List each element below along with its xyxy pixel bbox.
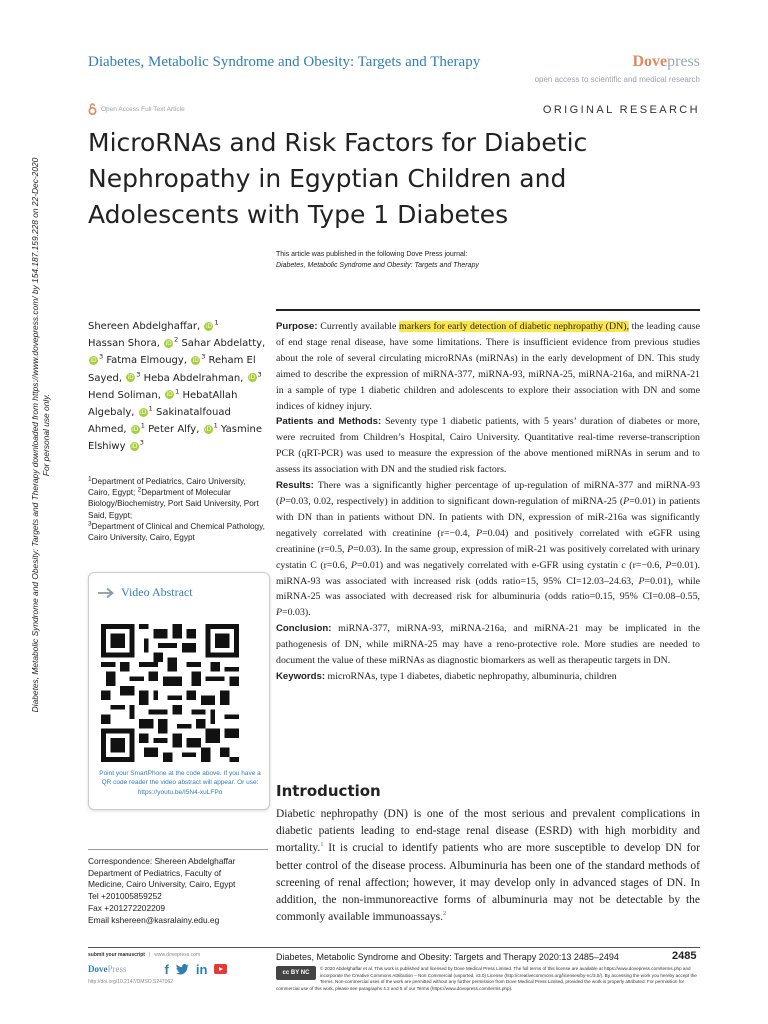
results-text: =0.03). In the same group, expression of miR-21 was positively correlated with urinary cystatin C (r=0.6, [276, 543, 700, 571]
results-label: Results: [276, 480, 314, 492]
license-statement: © 2020 Abdelghaffar et al. This work is published and licensed by Dove Medical Press Limited. The full terms of this license are available at https://www.dovepress.com/terms.php and incorporate the Creative Commons Attribution – Non Commercial (unported, v3.0) License (http://creativecommons.org/licenses/by-nc/3.0/). By accessing the work you hereby accept the Terms. Non-commercial uses of the work are permitted without any further permission from Dove Medical Press Limited, provided the work is properly attributed. For permission for commercial use of this work, please see paragraphs 4.2 and 5 of our Terms (https://www.dovepress.com/terms.php). [276, 966, 697, 991]
purpose-text-post: the leading cause of end stage renal disease, have some limitations. There is insufficient evidence from previous studies about the role of several circulating microRNAs (miRNAs) in the early development of DN. This study aimed to describe the expression of miRNA-377, miRNA-93, miRNA-25, miRNA-216a, and miRNA-21 in a sample of type 1 diabetic children and adolescents to explore their association with DN and some indices of kidney injury. [276, 321, 701, 412]
affiliation-1: Department of Pediatrics, Cairo University, Cairo, Egypt; [88, 477, 246, 498]
results-text: =0.04) and positively correlated with eGFR using creatinine (r=0.5, [276, 527, 700, 555]
author[interactable]: Fatma Elmougy, [106, 355, 187, 367]
corr-line: Correspondence: Shereen Abdelghaffar [88, 856, 236, 866]
author-list [88, 318, 268, 456]
orcid-icon[interactable]: iD [166, 391, 173, 399]
orcid-icon[interactable]: iD [192, 356, 199, 364]
submit-url[interactable]: www.dovepress.com [154, 952, 201, 958]
open-access-icon [88, 103, 97, 115]
pub-note-journal [276, 261, 479, 272]
author-affil-sup: 3 [201, 353, 206, 362]
results-text: =0.01) and was negatively correlated with e-GFR using cystatin c (r=−0.6, [356, 559, 666, 571]
video-abstract-caption [99, 769, 261, 797]
publication-note [276, 250, 479, 271]
results-text: There was a significantly higher percentage of up-regulation of miRNA-377 and miRNA-93 ( [276, 480, 701, 507]
corr-fax: Fax +201272202209 [88, 902, 166, 913]
conclusion-text: miRNA-377, miRNA-93, miRNA-216a, and miRNA-21 may be implicated in the pathogenesis of DN, while miRNA-25 may have a reno-protective role. More studies are needed to document the value of these miRNAs as diagnostic biomarkers as well as therapeutic targets in DN. [276, 623, 701, 667]
methods-label: Patients and Methods: [276, 416, 382, 428]
reference-link[interactable]: 2 [443, 910, 447, 918]
side-note-line2: For personal use only. [40, 393, 51, 477]
footer-brand-row [88, 961, 268, 977]
video-caption-text: Point your SmartPhone at the code above. If you have a QR code reader the video abstract will appear. Or use: [99, 770, 261, 787]
footer-brand-sub: Press [107, 964, 127, 974]
results-text: =0.03, 0.02, respectively) in addition to significant down-regulation of miRNA-25 ( [285, 495, 624, 507]
side-note-line1: Diabetes, Metabolic Syndrome and Obesity: Targets and Therapy downloaded from https://www.dovepress.com/ by 154.187.159.228 on 22-Dec-2020 [30, 157, 40, 713]
author-affil-sup: 1 [214, 318, 219, 327]
conclusion-label: Conclusion: [276, 623, 332, 635]
page-number: 2485 [672, 950, 697, 962]
article-type: ORIGINAL RESEARCH [542, 104, 700, 116]
open-access-label: Open Access Full Text Article [101, 105, 185, 113]
dovepress-logo[interactable] [632, 53, 700, 71]
introduction-heading: Introduction [276, 782, 381, 800]
abstract-methods [276, 414, 700, 478]
video-abstract-link[interactable]: https://youtu.be/I5N4-xuLFPo [137, 788, 223, 796]
results-text: =0.03). [282, 607, 311, 619]
author-affil-sup: 1 [140, 421, 145, 430]
affil-sup: 3 [88, 520, 92, 528]
orcid-icon[interactable]: iD [132, 425, 139, 433]
affiliation-3: Department of Clinical and Chemical Pathology, Cairo University, Cairo, Egypt [88, 521, 265, 543]
corr-line: Department of Pediatrics, Faculty of [88, 867, 222, 878]
correspondence-rule [88, 849, 268, 850]
author-affil-sup: 1 [175, 387, 180, 396]
author[interactable]: Hend Soliman, [88, 389, 161, 401]
introduction-text [276, 806, 700, 926]
social-links [165, 962, 228, 977]
abstract-purpose [276, 319, 700, 414]
affil-sup: 1 [88, 475, 92, 483]
author[interactable]: Yasmine Elshiwy [88, 424, 262, 453]
orcid-icon[interactable]: iD [165, 339, 172, 347]
footer-left [88, 952, 268, 985]
affiliations [88, 476, 268, 543]
methods-text: Seventy type 1 diabetic patients, with 5 years’ duration of diabetes or more, were recruited from Children’s Hospital, Cairo University. Quantitative real-time reverse-transcription PCR (qRT-PCR) was used to measure the expression of the above mentioned miRNAs in serum and to assess its association with DN and the studied risk factors. [276, 416, 701, 476]
author[interactable]: Peter Alfy, [148, 424, 200, 436]
p-symbol: P [623, 495, 630, 507]
orcid-icon[interactable]: iD [140, 408, 147, 416]
orcid-icon[interactable]: iD [205, 322, 212, 330]
abstract [276, 319, 700, 685]
pub-note-line1: This article was published in the following Dove Press journal: [276, 251, 468, 258]
p-symbol: P [276, 607, 283, 619]
corr-email[interactable]: Email kshereen@kasralainy.edu.eg [88, 914, 220, 925]
results-text: =0.01). miRNA-93 was associated with increased risk (odds ratio=15, 95% CI=12.03–24.63, [276, 559, 700, 587]
p-symbol: P [347, 543, 354, 555]
p-symbol: P [665, 559, 672, 571]
corr-line: Medicine, Cairo University, Cairo, Egypt [88, 879, 236, 890]
author[interactable]: Hassan Shora, [88, 338, 160, 350]
youtube-icon[interactable] [214, 964, 227, 974]
results-text: =0.01), while miRNA-25 was associated with decreased risk for albuminuria (odds ratio=0.15, 95% CI=0.08–0.55, [276, 575, 701, 603]
abstract-keywords [276, 669, 700, 685]
intro-paragraph: Diabetic nephropathy (DN) is one of the most serious and prevalent complications in diabetic patients leading to end-stage renal disease (ESRD) with high morbidity and mortality. [276, 808, 700, 855]
author[interactable]: Sahar Abdelatty, [181, 338, 266, 350]
abstract-conclusion [276, 621, 700, 669]
author-affil-sup: 2 [174, 335, 179, 344]
author[interactable]: Heba Abdelrahman, [143, 372, 244, 384]
footer-dovepress-logo[interactable] [88, 964, 127, 974]
results-text: =0.01) in patients with DN than in patients without DN. In patients with DN, expression of miR-216a was significantly negatively correlated with creatinine (r=−0.4, [276, 495, 700, 539]
brand-main: Dove [632, 53, 668, 70]
p-symbol: P [350, 559, 357, 571]
linkedin-icon[interactable]: in [195, 961, 208, 977]
facebook-icon[interactable]: f [164, 961, 169, 977]
abstract-top-rule [276, 309, 700, 311]
correspondence [88, 856, 268, 926]
footer-brand-main: Dove [88, 964, 108, 974]
article-title: MicroRNAs and Risk Factors for Diabetic Nephropathy in Egyptian Children and Adolescents with Type 1 Diabetes [88, 128, 588, 229]
video-abstract-header[interactable] [97, 585, 193, 600]
keywords-label: Keywords: [276, 670, 326, 682]
submit-manuscript[interactable]: submit your manuscript | www.dovepress.com [88, 952, 201, 958]
purpose-label: Purpose: [276, 321, 318, 332]
p-symbol: P [279, 495, 286, 507]
license-text [276, 966, 700, 992]
highlighted-text[interactable]: markers for early detection of diabetic nephropathy (DN), [399, 321, 629, 332]
orcid-icon[interactable]: iD [127, 374, 134, 382]
arrow-right-icon [97, 587, 115, 599]
twitter-icon[interactable] [176, 964, 189, 975]
author-affil-sup: 3 [136, 370, 141, 379]
intro-paragraph: It is crucial to identify patients who are more susceptible to develop DN for better control of the disease process. Albuminuria has been one of the standard methods of screening of renal affection; however, it may develop only in advanced stages of DN. In addition, the non-immunoreactive forms of albuminuria may not be detectable by the commonly available immunoassays. [276, 842, 700, 924]
open-access-badge [88, 103, 185, 115]
orcid-icon[interactable]: iD [248, 374, 256, 382]
p-symbol: P [476, 527, 483, 539]
author[interactable]: Sakinatalfouad Ahmed, [88, 407, 231, 436]
author-affil-sup: 3 [139, 439, 144, 448]
video-abstract-title: Video Abstract [121, 585, 193, 599]
affil-sup: 2 [137, 486, 142, 494]
footer-rule [88, 947, 700, 948]
brand-sub: press [667, 53, 700, 70]
submit-label: submit your manuscript [88, 952, 145, 958]
author-affil-sup: 1 [148, 404, 153, 413]
author-affil-sup: 3 [257, 370, 262, 379]
download-side-note [30, 110, 51, 760]
keywords-text: microRNAs, type 1 diabetes, diabetic nephropathy, albuminuria, children [327, 670, 617, 682]
author[interactable]: HebatAllah Algebaly, [88, 389, 238, 419]
author[interactable]: Shereen Abdelghaffar, [88, 321, 201, 332]
pub-note-journal-name[interactable]: Diabetes, Metabolic Syndrome and Obesity: Targets and Therapy [276, 261, 479, 269]
footer-citation: Diabetes, Metabolic Syndrome and Obesity: Targets and Therapy 2020:13 2485–2494 [276, 952, 619, 962]
doi-link[interactable]: http://doi.org/10.2147/DMSO.S247062 [88, 979, 174, 985]
affiliation-2: Department of Molecular Biology/Biochemistry, Port Said University, Port Said, Egypt; [88, 488, 259, 520]
author-affil-sup: 3 [99, 353, 104, 362]
corr-tel: Tel +201005859252 [88, 891, 162, 902]
orcid-icon[interactable]: iD [90, 356, 97, 364]
journal-title[interactable]: Diabetes, Metabolic Syndrome and Obesity: Targets and Therapy [88, 54, 481, 70]
dovepress-tagline: open access to scientific and medical research [534, 75, 700, 84]
reference-link[interactable]: 1 [320, 841, 324, 849]
author-affil-sup: 1 [213, 421, 218, 430]
orcid-icon[interactable]: iD [204, 425, 212, 433]
p-symbol: P [638, 575, 645, 587]
qr-code[interactable] [101, 624, 239, 762]
author[interactable]: Reham El Sayed, [88, 355, 256, 384]
abstract-results [276, 478, 700, 621]
cc-license-icon[interactable]: cc BY NC [276, 966, 316, 980]
video-abstract-box [88, 572, 270, 810]
purpose-text-pre: Currently available [320, 321, 397, 332]
orcid-icon[interactable]: iD [131, 442, 138, 450]
